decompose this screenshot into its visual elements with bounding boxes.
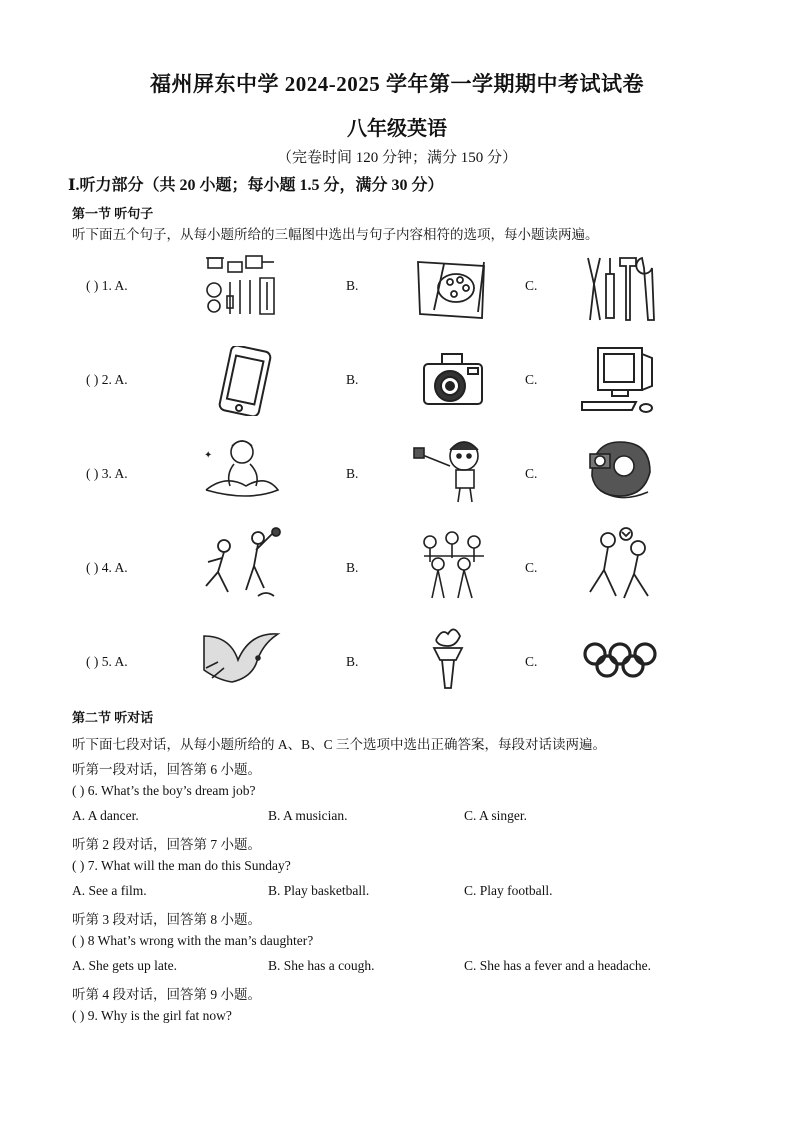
question-6-option-c: C. A singer. [464, 808, 528, 823]
exam-subtitle: 八年级英语 [347, 118, 447, 140]
question-7-option-b: B. Play basketball. [268, 883, 370, 898]
question-5-option-b: B. [346, 654, 359, 669]
question-1-option-c: C. [525, 278, 538, 293]
question-8-option-a: A. She gets up late. [72, 958, 177, 973]
exam-meta: （完卷时间 120 分钟；满分 150 分） [276, 150, 517, 166]
dove-icon [198, 628, 282, 690]
question-7: ( ) 7. What will the man do this Sunday? [72, 858, 291, 873]
dialogue-7-intro: 听第 2 段对话，回答第 7 小题。 [72, 837, 261, 852]
question-6: ( ) 6. What’s the boy’s dream job? [72, 783, 256, 798]
part2-title: 第二节 听对话 [72, 710, 154, 725]
sick-child-icon [198, 436, 282, 506]
question-7-option-a: A. See a film. [72, 883, 147, 898]
question-5-option-c: C. [525, 654, 538, 669]
question-4-option-b: B. [346, 560, 359, 575]
exam-title: 福州屏东中学 2024-2025 学年第一学期期中考试试卷 [150, 72, 644, 96]
question-7-option-c: C. Play football. [464, 883, 553, 898]
dialogue-6-intro: 听第一段对话，回答第 6 小题。 [72, 762, 261, 777]
football-players-icon [580, 526, 664, 606]
kitchen-tools-icon [200, 252, 280, 320]
torch-icon [426, 626, 470, 694]
question-6-option-a: A. A dancer. [72, 808, 139, 823]
question-6-option-b: B. A musician. [268, 808, 348, 823]
part1-title: 第一节 听句子 [72, 206, 154, 221]
section-title: Ⅰ.听力部分（共 20 小题；每小题 1.5 分，满分 30 分） [68, 177, 444, 194]
basketball-players-icon [198, 526, 284, 606]
part2-instruction: 听下面七段对话，从每小题所给的 A、B、C 三个选项中选出正确答案，每段对话读两遍。 [72, 737, 607, 752]
question-4-option-c: C. [525, 560, 538, 575]
question-2-option-b: B. [346, 372, 359, 387]
question-4-label: ( ) 4. A. [86, 560, 128, 575]
question-1-label: ( ) 1. A. [86, 278, 128, 293]
question-8-option-b: B. She has a cough. [268, 958, 375, 973]
girl-with-camera-icon [580, 436, 660, 506]
boy-with-hand-icon [410, 436, 494, 506]
dialogue-9-intro: 听第 4 段对话，回答第 9 小题。 [72, 987, 261, 1002]
question-8-option-c: C. She has a fever and a headache. [464, 958, 652, 973]
question-2-label: ( ) 2. A. [86, 372, 128, 387]
question-1-option-b: B. [346, 278, 359, 293]
question-5-label: ( ) 5. A. [86, 654, 128, 669]
question-3-option-c: C. [525, 466, 538, 481]
question-8: ( ) 8 What’s wrong with the man’s daughter? [72, 933, 314, 948]
smartphone-icon [205, 346, 275, 416]
question-9: ( ) 9. Why is the girl fat now? [72, 1008, 232, 1023]
question-3-label: ( ) 3. A. [86, 466, 128, 481]
dialogue-8-intro: 听第 3 段对话，回答第 8 小题。 [72, 912, 261, 927]
runners-icon [414, 528, 494, 604]
part1-instruction: 听下面五个句子，从每小题所给的三幅图中选出与句子内容相符的选项，每小题读两遍。 [72, 227, 599, 242]
camera-icon [418, 348, 488, 414]
painting-palette-icon [414, 258, 494, 322]
question-2-option-c: C. [525, 372, 538, 387]
computer-icon [578, 344, 662, 416]
question-3-option-b: B. [346, 466, 359, 481]
svg-text:✦: ✦ [204, 450, 213, 461]
olympic-rings-icon [582, 640, 658, 680]
repair-tools-icon [580, 254, 660, 324]
